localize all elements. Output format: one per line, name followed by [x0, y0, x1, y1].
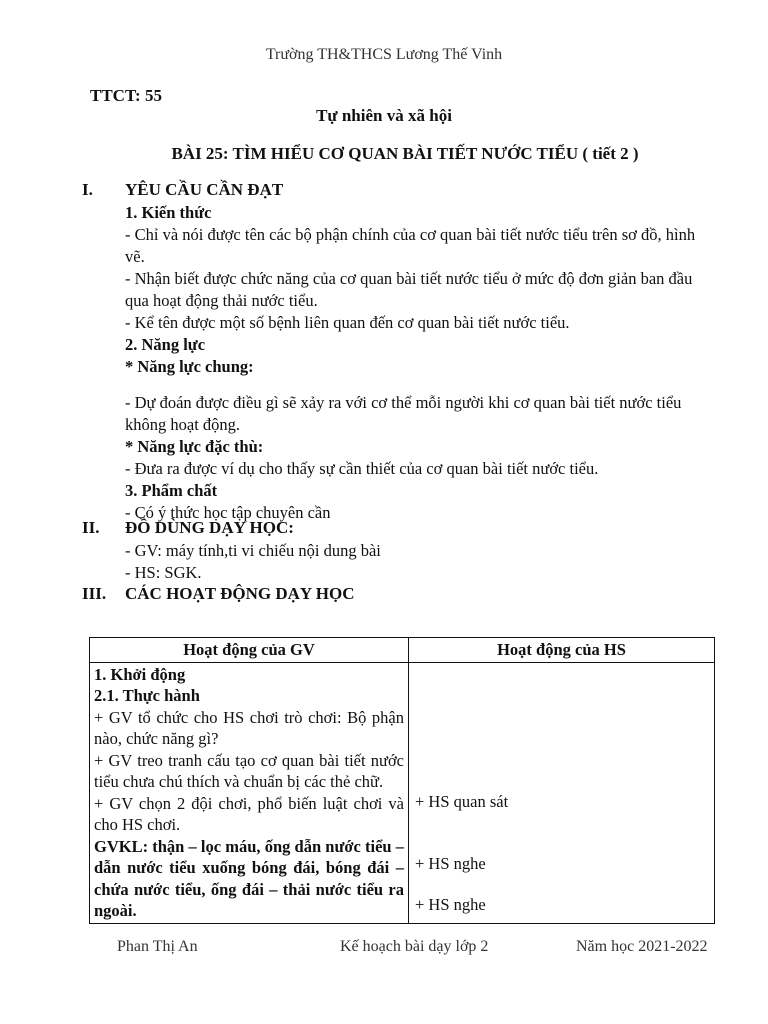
school-name: Trường TH&THCS Lương Thế Vinh	[265, 46, 503, 63]
materials-hs: - HS: SGK.	[125, 563, 202, 582]
column-header-hs: Hoạt động của HS	[409, 638, 715, 663]
gv-step-2: + GV treo tranh cấu tạo cơ quan bài tiết nước tiểu chưa chú thích và chuẩn bị các thẻ chữ.	[94, 750, 404, 791]
gv-activity-cell	[90, 662, 409, 923]
knowledge-item-1: - Chỉ và nói được tên các bộ phận chính của cơ quan bài tiết nước tiểu trên sơ đồ, hình vẽ.	[125, 225, 696, 266]
materials-gv: - GV: máy tính,ti vi chiếu nội dung bài	[125, 541, 381, 560]
gv-step-1: + GV tổ chức cho HS chơi trò chơi: Bộ phận nào, chức năng gì?	[94, 707, 404, 748]
section-2-body	[125, 540, 705, 584]
practice-heading: 2.1. Thực hành	[94, 686, 200, 705]
column-header-gv: Hoạt động của GV	[90, 638, 409, 663]
specific-competence-item: - Đưa ra được ví dụ cho thấy sự cần thiết của cơ quan bài tiết nước tiểu.	[125, 459, 599, 478]
section-3-numeral: III.	[82, 584, 107, 603]
hs-response-1: + HS quan sát	[415, 791, 509, 811]
quality-item: - Có ý thức học tập chuyên cần	[125, 503, 331, 522]
gv-conclusion: GVKL: thận – lọc máu, ống dẫn nước tiểu – dẫn nước tiểu xuống bóng đái, bóng đái – chứa nước tiểu, ống đái – thải nước tiểu ra ngoài.	[94, 836, 404, 920]
hs-response-2: + HS nghe	[415, 853, 486, 873]
hs-response-3: + HS nghe	[415, 894, 486, 914]
section-1-body-cont	[125, 392, 705, 524]
footer-year: Năm học 2021-2022	[576, 938, 708, 955]
knowledge-item-3: - Kể tên được một số bệnh liên quan đến cơ quan bài tiết nước tiểu.	[125, 313, 570, 332]
footer-author: Phan Thị An	[117, 938, 198, 955]
quality-heading: 3. Phẩm chất	[125, 481, 218, 500]
activities-table	[89, 637, 715, 924]
section-1-body	[125, 202, 705, 378]
knowledge-item-2: - Nhận biết được chức năng của cơ quan bài tiết nước tiểu ở mức độ đơn giản ban đầu qua hoạt động thải nước tiểu.	[125, 269, 693, 310]
specific-competence-heading: * Năng lực đặc thù:	[125, 437, 264, 456]
section-1-numeral: I.	[82, 180, 93, 199]
section-1-heading: YÊU CẦU CẦN ĐẠT	[125, 180, 284, 199]
general-competence-item: - Dự đoán được điều gì sẽ xảy ra với cơ thể mỗi người khi cơ quan bài tiết nước tiểu không hoạt động.	[125, 393, 682, 434]
section-3-heading: CÁC HOẠT ĐỘNG DẠY HỌC	[125, 584, 355, 603]
competence-heading: 2. Năng lực	[125, 335, 206, 354]
warmup-heading: 1. Khởi động	[94, 664, 186, 684]
table-row	[90, 662, 715, 923]
subject-title: Tự nhiên và xã hội	[316, 106, 452, 125]
footer-plan: Kế hoạch bài dạy lớp 2	[340, 938, 489, 955]
section-2-numeral: II.	[82, 518, 100, 537]
knowledge-heading: 1. Kiến thức	[125, 203, 212, 222]
section-2-heading: ĐỒ DÙNG DẠY HỌC:	[125, 518, 294, 537]
lesson-code: TTCT: 55	[90, 86, 162, 105]
gv-step-3: + GV chọn 2 đội chơi, phổ biến luật chơi và cho HS chơi.	[94, 793, 404, 834]
general-competence-heading: * Năng lực chung:	[125, 357, 254, 376]
lesson-title: BÀI 25: TÌM HIỂU CƠ QUAN BÀI TIẾT NƯỚC TIỂU ( tiết 2 )	[171, 144, 639, 163]
hs-activity-cell	[409, 662, 715, 923]
